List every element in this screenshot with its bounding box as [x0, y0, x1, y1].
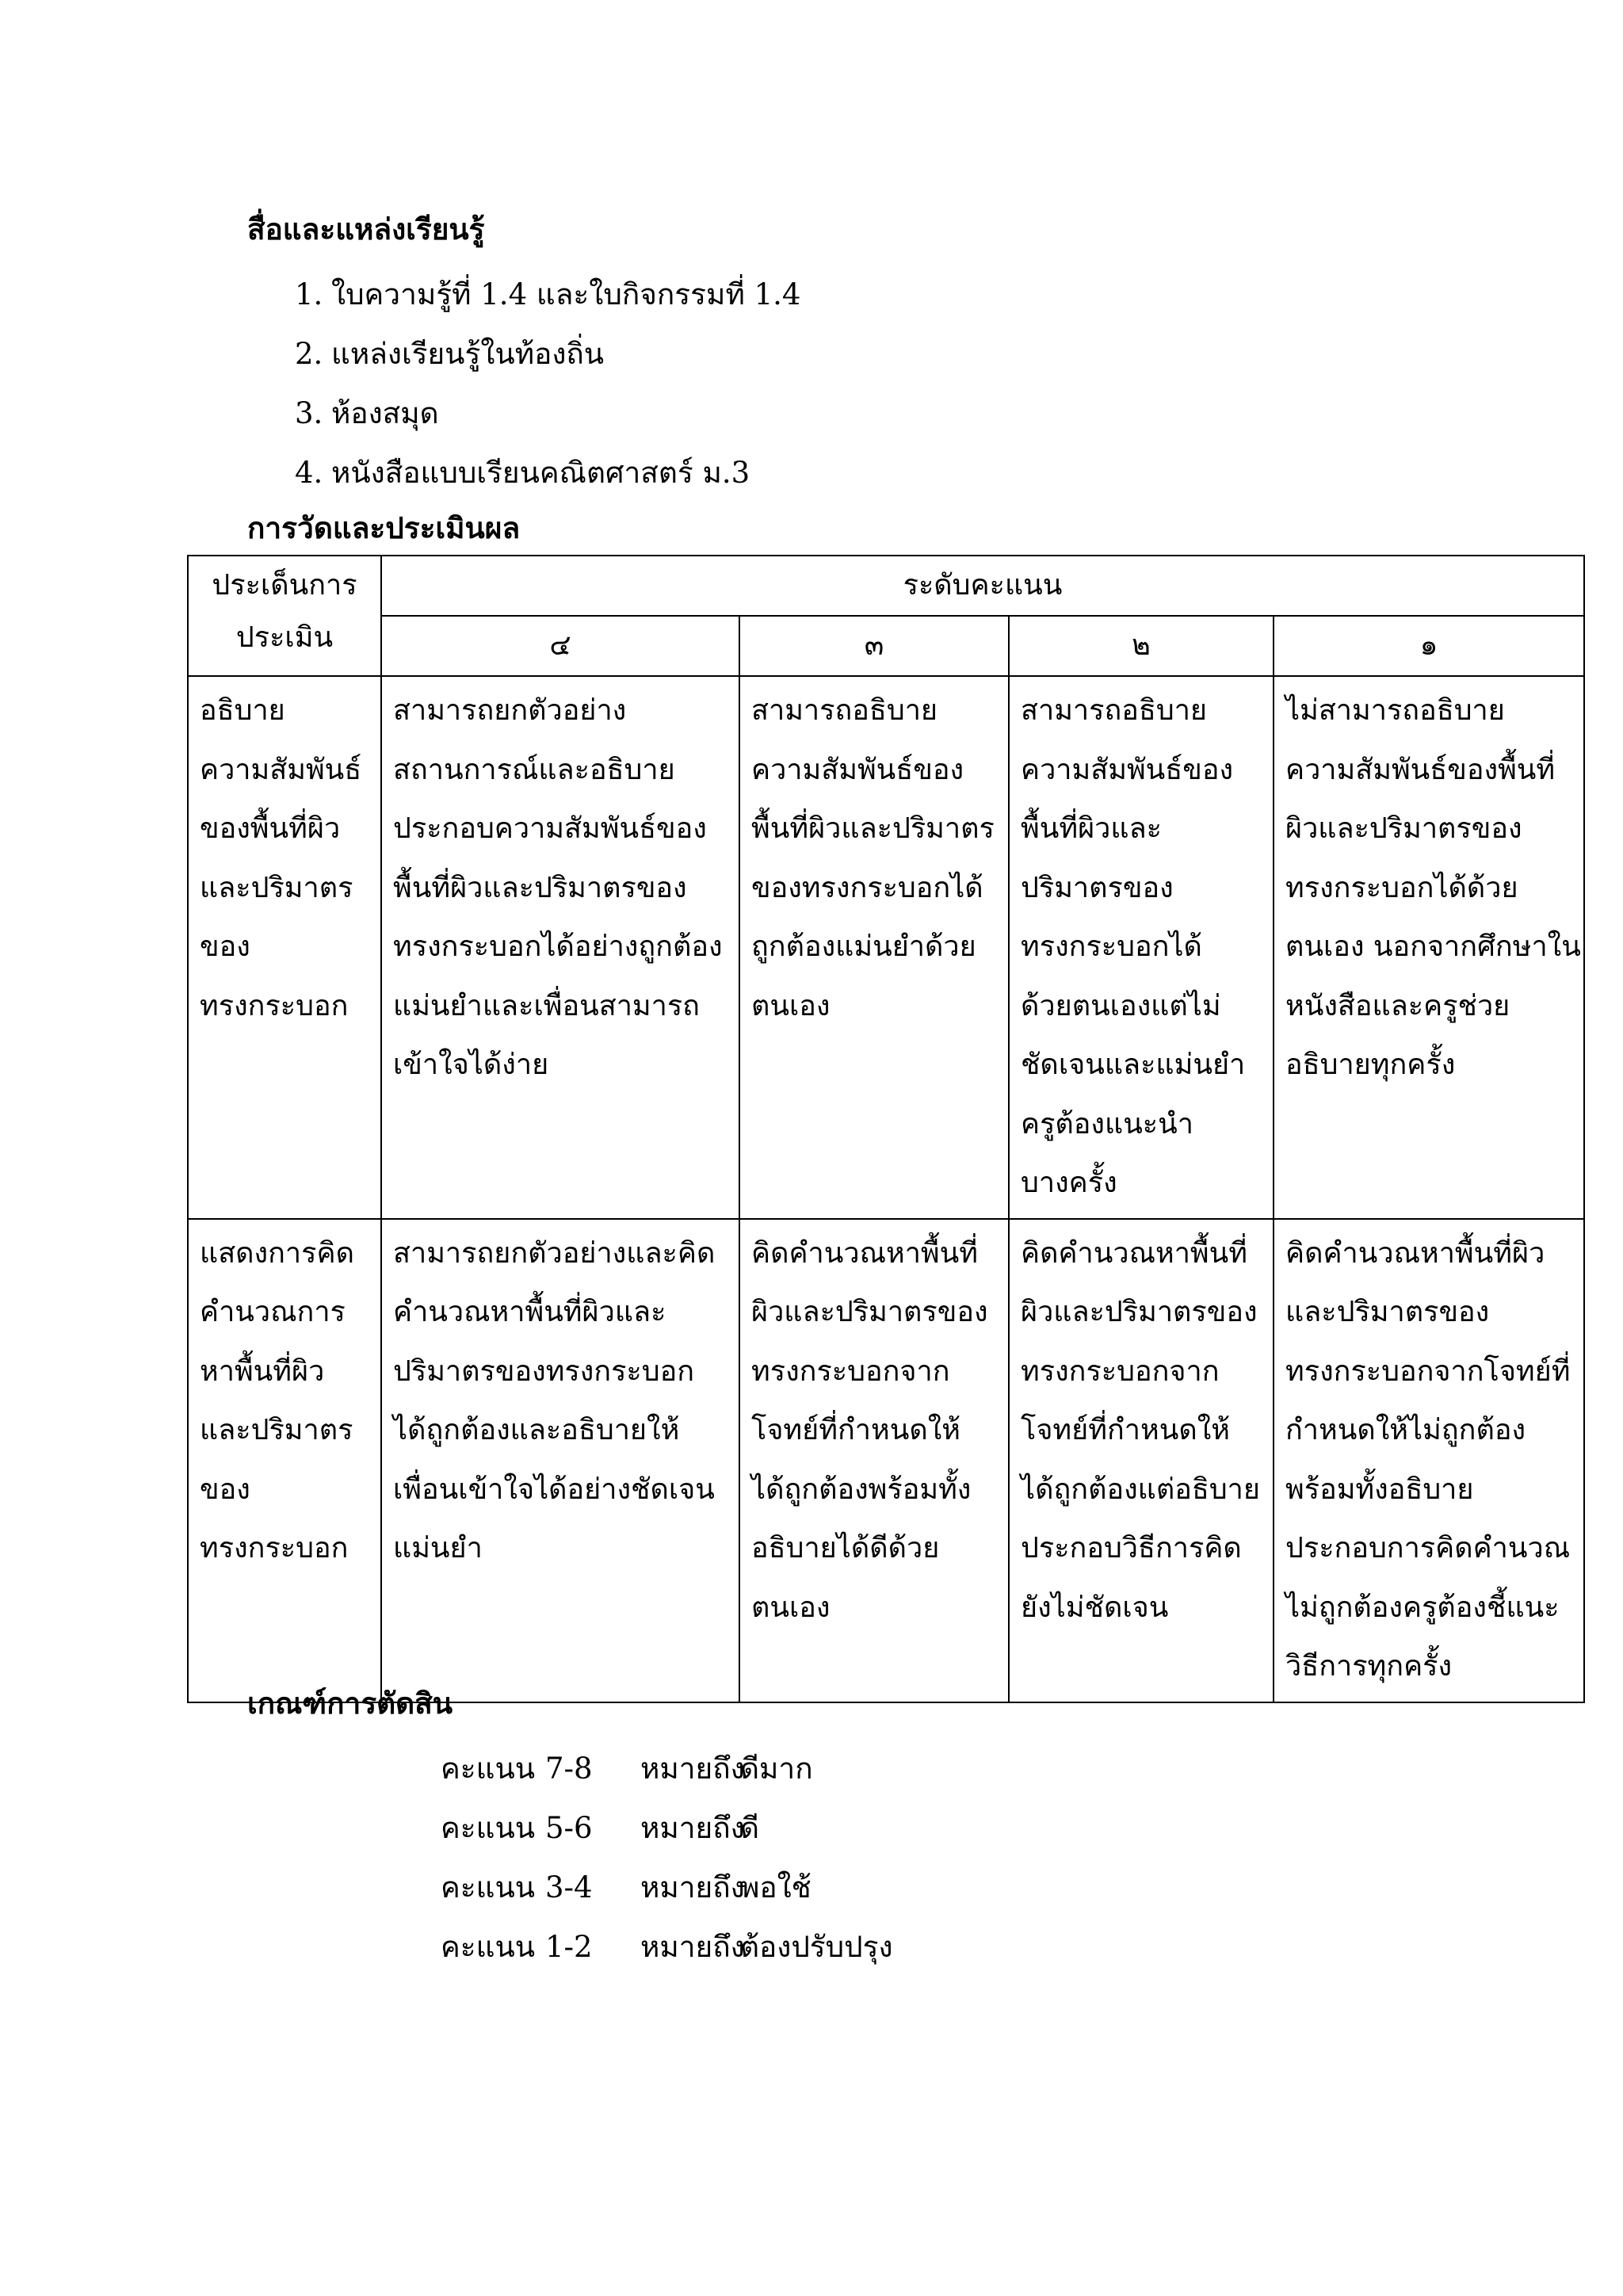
cell-line: ไม่ถูกต้องครูต้องชี้แนะ — [1285, 1591, 1560, 1624]
cell-line: ได้ถูกต้องพร้อมทั้ง — [751, 1473, 972, 1506]
media-item-text: ใบความรู้ที่ 1.4 และใบกิจกรรมที่ 1.4 — [331, 277, 801, 311]
cell-line: คิดคำนวณหาพื้นที่ผิว — [1285, 1236, 1545, 1270]
cell-line: ผิวและปริมาตรของ — [1021, 1296, 1258, 1328]
cell-line: และปริมาตร — [200, 1414, 353, 1446]
criteria-level: พอใช้ — [740, 1870, 812, 1904]
media-item-text: แหล่งเรียนรู้ในท้องถิ่น — [331, 337, 605, 371]
criteria-list — [441, 1739, 893, 1977]
criterion-cell — [188, 1219, 381, 1702]
cell-line: คำนวณการ — [200, 1296, 346, 1328]
cell-line: คิดคำนวณหาพื้นที่ — [1021, 1236, 1247, 1270]
level-header-3: ๓ — [739, 616, 1009, 676]
cell-line: ทรงกระบอกได้ — [1021, 930, 1202, 963]
cell-line: หาพื้นที่ผิว — [200, 1354, 325, 1388]
level-1-cell — [1274, 676, 1584, 1219]
cell-line: ปริมาตรของทรงกระบอก — [393, 1354, 695, 1388]
level-3-cell — [739, 676, 1009, 1219]
media-item — [295, 324, 800, 384]
cell-line: อธิบาย — [200, 694, 285, 727]
cell-line: สามารถยกตัวอย่างและคิด — [393, 1236, 716, 1270]
rubric-level-row — [188, 616, 1584, 676]
cell-line: ตนเอง — [751, 989, 831, 1022]
media-item-number: 2. — [295, 337, 323, 371]
cell-line: และปริมาตรของ — [1285, 1296, 1490, 1328]
cell-line: ไม่สามารถอธิบาย — [1285, 694, 1505, 727]
criteria-label: คะแนน — [441, 1870, 536, 1904]
criteria-level: ต้องปรับปรุง — [740, 1930, 893, 1964]
level-4-cell — [381, 1219, 739, 1702]
criterion-header-line: ประเมิน — [235, 621, 334, 654]
level-header-4: ๔ — [381, 616, 739, 676]
level-header-1: ๑ — [1274, 616, 1584, 676]
criteria-item — [441, 1917, 893, 1977]
media-item-text: หนังสือแบบเรียนคณิตศาสตร์ ม.3 — [331, 456, 750, 490]
cell-line: ถูกต้องแม่นยำด้วย — [751, 930, 976, 963]
cell-line: กำหนดให้ไม่ถูกต้อง — [1285, 1414, 1526, 1446]
cell-line: ประกอบความสัมพันธ์ของ — [393, 812, 707, 845]
media-item — [295, 265, 800, 324]
criterion-header-line: ประเด็นการ — [212, 569, 357, 602]
criterion-header — [188, 556, 381, 676]
criteria-range: 5-6 — [545, 1811, 593, 1845]
criteria-means: หมายถึง — [640, 1930, 745, 1964]
cell-line: ประกอบวิธีการคิด — [1021, 1532, 1242, 1564]
media-item — [295, 443, 800, 502]
rubric-row — [188, 1219, 1584, 1702]
cell-line: บางครั้ง — [1021, 1167, 1117, 1199]
criteria-range: 1-2 — [545, 1930, 593, 1964]
cell-line: ได้ถูกต้องและอธิบายให้ — [393, 1414, 680, 1446]
cell-line: สามารถยกตัวอย่าง — [393, 694, 627, 727]
assessment-section-title: การวัดและประเมินผล — [247, 510, 521, 545]
cell-line: โจทย์ที่กำหนดให้ — [1021, 1414, 1231, 1446]
cell-line: ทรงกระบอก — [200, 989, 349, 1022]
cell-line: ความสัมพันธ์ของ — [1021, 753, 1234, 786]
criteria-range: 3-4 — [545, 1870, 593, 1904]
media-item-text: ห้องสมุด — [331, 396, 439, 430]
rubric-row — [188, 676, 1584, 1219]
cell-line: สามารถอธิบาย — [751, 694, 938, 727]
cell-line: และปริมาตร — [200, 871, 353, 904]
cell-line: หนังสือและครูช่วย — [1285, 989, 1510, 1022]
cell-line: เพื่อนเข้าใจได้อย่างชัดเจน — [393, 1473, 715, 1506]
cell-line: ทรงกระบอกจากโจทย์ที่ — [1285, 1354, 1571, 1388]
cell-line: ของ — [200, 1473, 250, 1506]
cell-line: ผิวและปริมาตรของ — [1285, 812, 1522, 845]
criterion-cell — [188, 676, 381, 1219]
rubric-table — [187, 555, 1585, 1703]
cell-line: ของทรงกระบอกได้ — [751, 871, 983, 904]
cell-line: แสดงการคิด — [200, 1236, 354, 1270]
cell-line: ครูต้องแนะนำ — [1021, 1107, 1193, 1140]
cell-line: อธิบายได้ดีด้วย — [751, 1532, 940, 1564]
media-item-number: 3. — [295, 396, 323, 430]
criteria-label: คะแนน — [441, 1811, 536, 1845]
cell-line: ทรงกระบอกได้ด้วย — [1285, 871, 1518, 904]
criteria-section-title: เกณฑ์การตัดสิน — [247, 1686, 453, 1721]
cell-line: ด้วยตนเองแต่ไม่ — [1021, 989, 1221, 1022]
cell-line: ตนเอง — [751, 1591, 831, 1624]
criteria-range: 7-8 — [545, 1752, 593, 1786]
cell-line: แม่นยำและเพื่อนสามารถ — [393, 989, 700, 1022]
cell-line: ของ — [200, 930, 250, 963]
cell-line: ผิวและปริมาตรของ — [751, 1296, 988, 1328]
level-3-cell — [739, 1219, 1009, 1702]
cell-line: ประกอบการคิดคำนวณ — [1285, 1532, 1571, 1564]
criteria-means: หมายถึง — [640, 1811, 745, 1845]
cell-line: พื้นที่ผิวและปริมาตร — [751, 812, 995, 845]
cell-line: คำนวณหาพื้นที่ผิวและ — [393, 1296, 666, 1328]
cell-line: วิธีการทุกครั้ง — [1285, 1650, 1453, 1683]
media-item-number: 4. — [295, 456, 323, 490]
cell-line: ทรงกระบอก — [200, 1532, 349, 1564]
level-1-cell — [1274, 1219, 1584, 1702]
cell-line: ความสัมพันธ์ของพื้นที่ — [1285, 753, 1556, 786]
cell-line: อธิบายทุกครั้ง — [1285, 1049, 1456, 1081]
criteria-level: ดีมาก — [740, 1752, 813, 1786]
criteria-means: หมายถึง — [640, 1752, 745, 1786]
cell-line: แม่นยำ — [393, 1532, 483, 1564]
media-section-title: สื่อและแหล่งเรียนรู้ — [247, 212, 485, 246]
cell-line: พื้นที่ผิวและปริมาตรของ — [393, 871, 687, 904]
criteria-label: คะแนน — [441, 1752, 536, 1786]
cell-line: โจทย์ที่กำหนดให้ — [751, 1414, 961, 1446]
level-header-2: ๒ — [1009, 616, 1274, 676]
cell-line: ของพื้นที่ผิว — [200, 812, 341, 845]
criteria-item — [441, 1739, 893, 1798]
cell-line: สถานการณ์และอธิบาย — [393, 753, 675, 786]
media-item — [295, 384, 800, 443]
cell-line: พื้นที่ผิวและ — [1021, 812, 1162, 845]
cell-line: ความสัมพันธ์ — [200, 753, 362, 786]
cell-line: ทรงกระบอกได้อย่างถูกต้อง — [393, 930, 723, 963]
criteria-item — [441, 1858, 893, 1917]
criteria-label: คะแนน — [441, 1930, 536, 1964]
cell-line: ได้ถูกต้องแต่อธิบาย — [1021, 1473, 1260, 1506]
rubric-header-row — [188, 556, 1584, 616]
cell-line: ปริมาตรของ — [1021, 871, 1174, 904]
cell-line: คิดคำนวณหาพื้นที่ — [751, 1236, 978, 1270]
cell-line: ทรงกระบอกจาก — [751, 1354, 950, 1388]
criteria-means: หมายถึง — [640, 1870, 745, 1904]
cell-line: สามารถอธิบาย — [1021, 694, 1208, 727]
media-item-number: 1. — [295, 277, 323, 311]
cell-line: พร้อมทั้งอธิบาย — [1285, 1473, 1474, 1506]
cell-line: ความสัมพันธ์ของ — [751, 753, 964, 786]
cell-line: ตนเอง นอกจากศึกษาใน — [1285, 930, 1581, 963]
levels-header: ระดับคะแนน — [381, 556, 1584, 616]
cell-line: ชัดเจนและแม่นยำ — [1021, 1049, 1246, 1081]
level-4-cell — [381, 676, 739, 1219]
cell-line: เข้าใจได้ง่าย — [393, 1049, 549, 1081]
cell-line: ทรงกระบอกจาก — [1021, 1354, 1220, 1388]
level-2-cell — [1009, 1219, 1274, 1702]
media-list — [295, 265, 800, 502]
level-2-cell — [1009, 676, 1274, 1219]
criteria-level: ดี — [740, 1811, 760, 1845]
criteria-item — [441, 1798, 893, 1858]
cell-line: ยังไม่ชัดเจน — [1021, 1591, 1169, 1624]
